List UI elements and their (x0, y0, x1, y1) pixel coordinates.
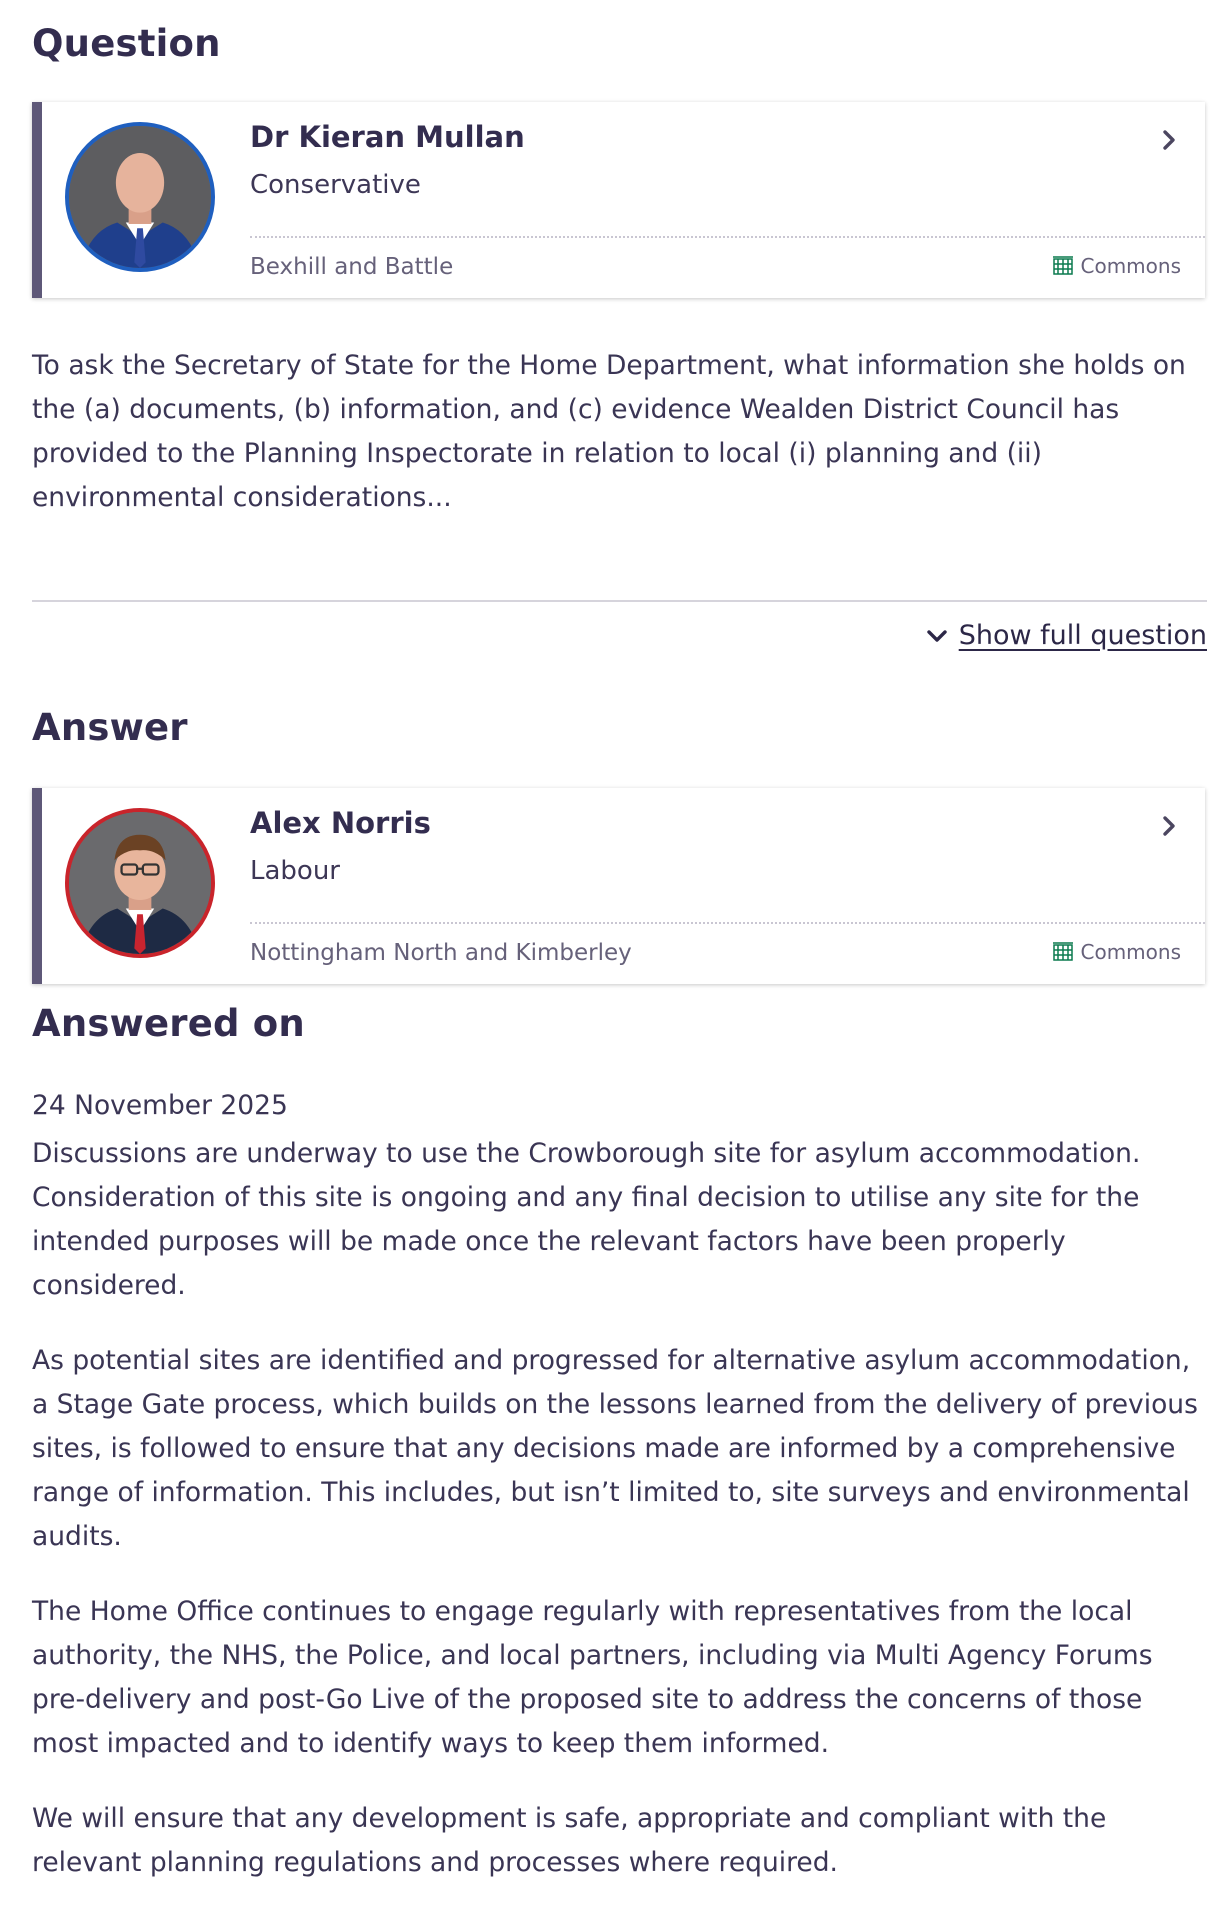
member-constituency: Bexhill and Battle (250, 254, 454, 280)
chevron-right-icon[interactable] (1155, 126, 1183, 154)
house-indicator (1051, 940, 1182, 964)
chevron-down-icon (925, 624, 949, 648)
question-text: To ask the Secretary of State for the Home Department, what information she holds on the (a) documents, (b) information, and (c) evidence Wealden District Council has provided to the Planning Inspectorate in relation to local (i) planning and (ii) environmental considerations... (32, 350, 1186, 513)
chevron-right-icon[interactable] (1155, 812, 1183, 840)
member-avatar (65, 122, 215, 272)
answer-body (32, 1132, 1207, 1916)
member-name: Alex Norris (250, 806, 431, 840)
portcullis-icon (1051, 254, 1075, 278)
answer-paragraph: Discussions are underway to use the Crowborough site for asylum accommodation. Consideration of this site is ongoing and any final decision to utilise any site for the intended purposes will be made once the relevant factors have been properly considered. (32, 1138, 1141, 1301)
house-label: Commons (1080, 254, 1181, 278)
portcullis-icon (1051, 940, 1075, 964)
show-full-question-link[interactable] (925, 620, 1207, 651)
house-indicator (1051, 254, 1182, 278)
answer-paragraph: As potential sites are identified and progressed for alternative asylum accommodation, a Stage Gate process, which builds on the lessons learned from the delivery of previous sites, is followed to ensure that any decisions made are informed by a comprehensive range of information. This includes, but isn’t limited to, site surveys and environmental audits. (32, 1345, 1198, 1552)
answer-paragraph: The Home Office continues to engage regularly with representatives from the local authority, the NHS, the Police, and local partners, including via Multi Agency Forums pre-delivery and post-Go Live of the proposed site to address the concerns of those most impacted and to identify ways to keep them informed. (32, 1596, 1153, 1759)
question-member-card[interactable] (32, 102, 1205, 298)
card-divider (250, 236, 1205, 238)
question-heading: Question (32, 22, 221, 65)
house-label: Commons (1080, 940, 1181, 964)
member-constituency: Nottingham North and Kimberley (250, 940, 632, 966)
answer-paragraph: We will ensure that any development is safe, appropriate and compliant with the relevant planning regulations and processes where required. (32, 1803, 1107, 1878)
answer-heading: Answer (32, 706, 188, 749)
section-divider (32, 600, 1207, 602)
member-name: Dr Kieran Mullan (250, 120, 525, 154)
card-divider (250, 922, 1205, 924)
answered-on-heading: Answered on (32, 1002, 305, 1045)
answer-member-card[interactable] (32, 788, 1205, 984)
member-party: Labour (250, 856, 340, 886)
answered-date: 24 November 2025 (32, 1090, 288, 1121)
show-full-question-label: Show full question (958, 620, 1207, 651)
member-avatar (65, 808, 215, 958)
member-party: Conservative (250, 170, 421, 200)
